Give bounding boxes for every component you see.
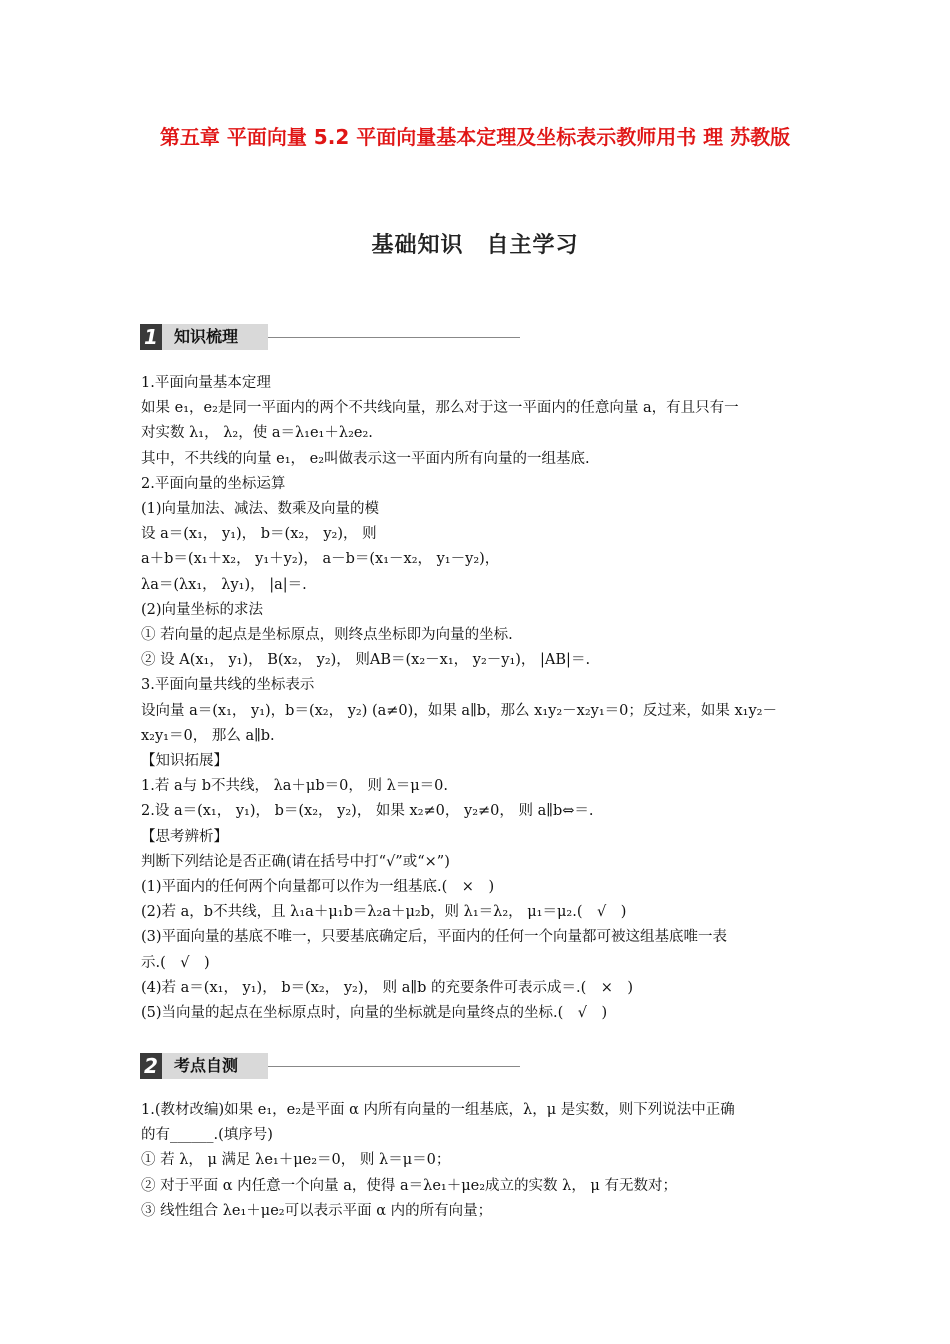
self-test-content [141, 1098, 821, 1224]
text-line: 3.平面向量共线的坐标表示 [141, 677, 315, 694]
text-line: 【思考辨析】 [141, 828, 228, 845]
text-line: ② 设 A(x₁， y₁)， B(x₂， y₂)， 则AB＝(x₂－x₁， y₂－y₁)， |AB|＝. [141, 652, 591, 669]
text-line: 其中，不共线的向量 e₁， e₂叫做表示这一平面内所有向量的一组基底. [141, 450, 590, 467]
text-line: x₂y₁＝0， 那么 a∥b. [141, 727, 275, 744]
section-divider [268, 337, 520, 338]
text-line: (5)当向量的起点在坐标原点时，向量的坐标就是向量终点的坐标.( √ ) [141, 1005, 608, 1022]
text-line: 的有______.(填序号) [141, 1127, 273, 1144]
section-header-knowledge [140, 324, 520, 350]
section-number: 1 [140, 324, 162, 350]
text-line: (1)平面内的任何两个向量都可以作为一组基底.( × ) [141, 879, 495, 896]
text-line: 判断下列结论是否正确(请在括号中打“√”或“×”) [141, 853, 450, 870]
text-line: ① 若 λ， μ 满足 λe₁＋μe₂＝0， 则 λ＝μ＝0； [141, 1152, 451, 1169]
text-line: (1)向量加法、减法、数乘及向量的模 [141, 501, 380, 518]
text-line: 如果 e₁，e₂是同一平面内的两个不共线向量，那么对于这一平面内的任意向量 a，有且只有一 [141, 400, 739, 417]
text-line: λa＝(λx₁， λy₁)， |a|＝. [141, 576, 307, 593]
text-line: 1.平面向量基本定理 [141, 375, 271, 391]
text-line: (3)平面向量的基底不唯一，只要基底确定后，平面内的任何一个向量都可被这组基底唯一表 [141, 929, 728, 946]
text-line: 2.设 a＝(x₁， y₁)， b＝(x₂， y₂)， 如果 x₂≠0， y₂≠0， 则 a∥b⇔＝. [141, 803, 594, 820]
text-line: 2.平面向量的坐标运算 [141, 475, 286, 492]
knowledge-content [141, 371, 821, 1026]
section-label: 考点自测 [162, 1053, 268, 1079]
text-line: a＋b＝(x₁＋x₂， y₁＋y₂)， a－b＝(x₁－x₂， y₁－y₂)， [141, 551, 500, 568]
text-line: (4)若 a＝(x₁， y₁)， b＝(x₂， y₂)， 则 a∥b 的充要条件可表示成＝.( × ) [141, 979, 634, 996]
text-line: 设 a＝(x₁， y₁)， b＝(x₂， y₂)， 则 [141, 526, 377, 543]
text-line: ① 若向量的起点是坐标原点，则终点坐标即为向量的坐标. [141, 627, 513, 644]
text-line: 1.若 a与 b不共线， λa＋μb＝0， 则 λ＝μ＝0. [141, 778, 449, 795]
text-line: 1.(教材改编)如果 e₁，e₂是平面 α 内所有向量的一组基底，λ，μ 是实数，则下列说法中正确 [141, 1102, 735, 1118]
text-line: 示.( √ ) [141, 954, 210, 971]
section-divider [268, 1066, 520, 1067]
section-heading: 基础知识 自主学习 [371, 233, 579, 258]
text-line: 【知识拓展】 [141, 753, 228, 770]
text-line: ③ 线性组合 λe₁＋μe₂可以表示平面 α 内的所有向量； [141, 1202, 493, 1219]
text-line: 设向量 a＝(x₁， y₁)，b＝(x₂， y₂) (a≠0)，如果 a∥b，那么 x₁y₂－x₂y₁＝0；反过来，如果 x₁y₂－ [141, 702, 777, 719]
section-number: 2 [140, 1053, 162, 1079]
text-line: 对实数 λ₁， λ₂，使 a＝λ₁e₁＋λ₂e₂. [141, 425, 373, 442]
text-line: ② 对于平面 α 内任意一个向量 a，使得 a＝λe₁＋μe₂成立的实数 λ， μ 有无数对； [141, 1177, 677, 1194]
section-header-self-test [140, 1053, 520, 1079]
section-label: 知识梳理 [162, 324, 268, 350]
text-line: (2)向量坐标的求法 [141, 601, 264, 618]
text-line: (2)若 a，b不共线，且 λ₁a＋μ₁b＝λ₂a＋μ₂b，则 λ₁＝λ₂， μ₁＝μ₂.( √ ) [141, 904, 627, 921]
document-title: 第五章 平面向量 5.2 平面向量基本定理及坐标表示教师用书 理 苏教版 [159, 125, 791, 149]
